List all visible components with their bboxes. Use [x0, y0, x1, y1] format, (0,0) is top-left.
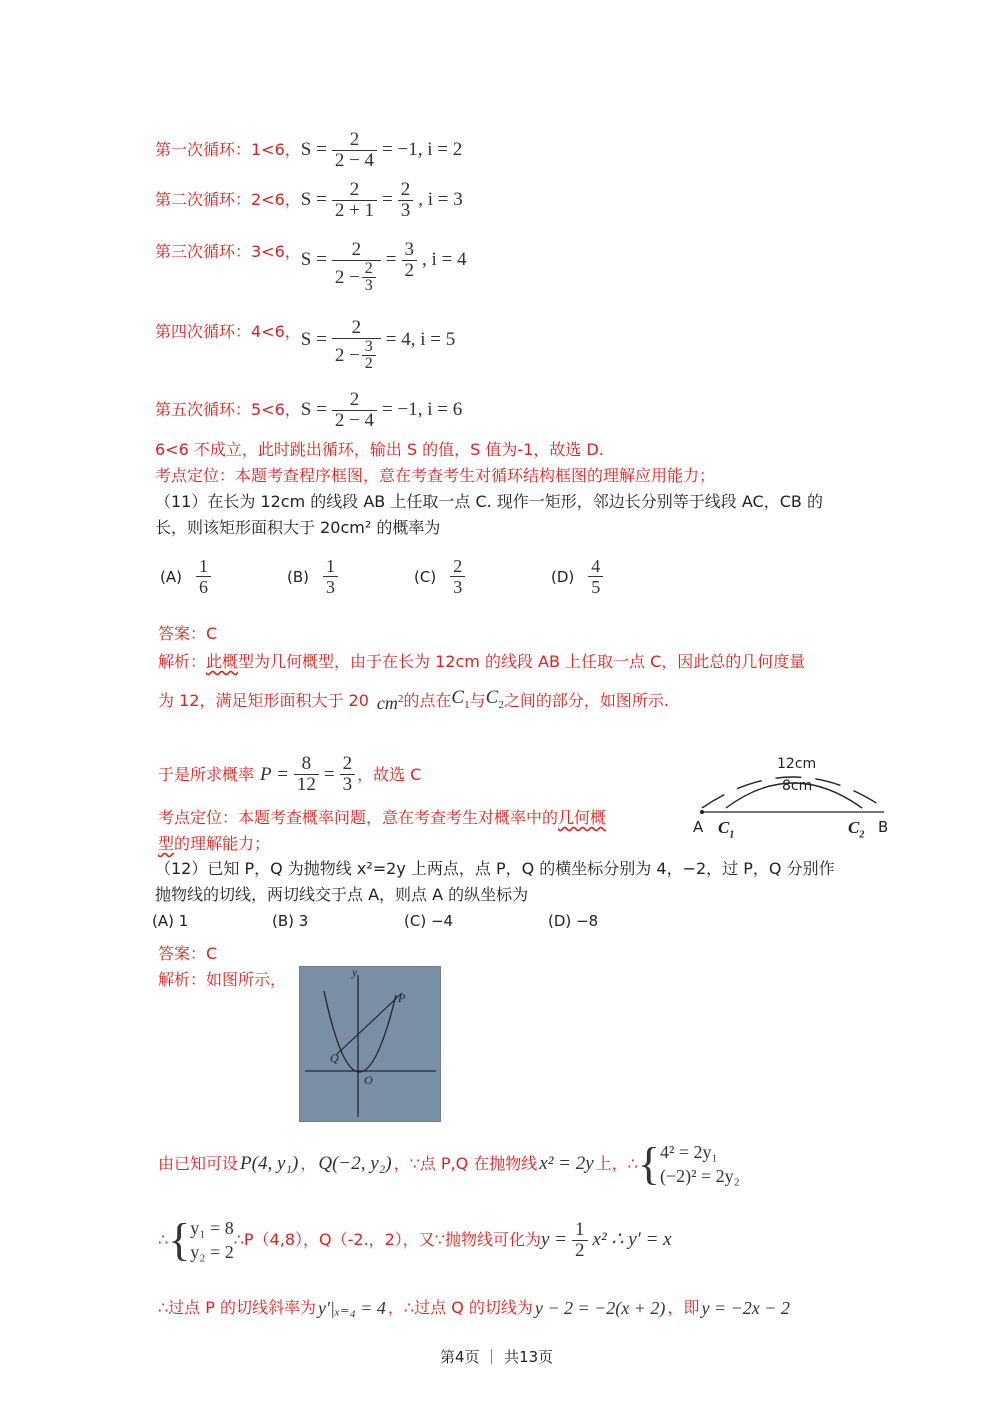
denominator-main: 2 −: [334, 266, 360, 288]
label-c2: [848, 818, 864, 840]
option-label: (C): [414, 567, 437, 586]
fraction: [332, 180, 377, 221]
complex-fraction: [332, 240, 381, 294]
denominator: 2: [402, 260, 418, 281]
probability-choice: ，故选 C: [357, 764, 422, 784]
y-symbol: y =: [541, 1229, 568, 1250]
s-symbol: S =: [300, 329, 327, 350]
parabola-figure: [299, 966, 441, 1122]
loop-result: = −1, i = 6: [382, 399, 463, 420]
fraction: [402, 240, 418, 281]
loop-2-formula: [301, 180, 463, 221]
q11-analysis-2: [158, 688, 669, 715]
denominator: 3: [362, 277, 376, 294]
point-underlined: 型: [158, 834, 175, 853]
loop-result: = 4, i = 5: [385, 329, 456, 350]
denominator: 5: [588, 576, 603, 597]
point-text: 的理解能力；: [174, 834, 271, 853]
analysis-text: 的点在: [403, 691, 452, 711]
loop-5: [155, 390, 462, 430]
line-text: ，∴过点 Q 的切线为: [387, 1298, 533, 1317]
q11-option-c: [414, 556, 467, 597]
c2-subscript: 2: [498, 698, 504, 711]
loop-1-formula: [301, 130, 462, 171]
loop-3-label: 第三次循环：3<6，: [155, 242, 301, 261]
s-symbol: S =: [300, 139, 327, 160]
label-y: y: [352, 965, 358, 979]
line-text: 上，∴: [595, 1154, 638, 1173]
parabola-diagram: [300, 967, 440, 1121]
option-label: (D): [551, 567, 575, 586]
system-eq-2: y₂ = 2: [190, 1242, 234, 1262]
q12-stem-1: （12）已知 P，Q 为抛物线 x²=2y 上两点，点 P，Q 的横坐标分别为 4，−2，过 P，Q 分别作: [155, 859, 835, 878]
numerator: 2: [351, 317, 362, 338]
c2-letter: C: [848, 818, 860, 837]
q11-probability: [158, 754, 421, 795]
page-footer: 第4页 ｜ 共13页: [440, 1348, 554, 1366]
loop-1-label: 第一次循环：1<6，: [155, 140, 301, 159]
inner-fraction: [362, 261, 376, 294]
q12-analysis: 解析：如图所示，: [158, 970, 287, 989]
analysis-text: 之间的部分，如图所示.: [503, 691, 669, 711]
tangent-q-simplified: y = −2x − 2: [701, 1298, 790, 1318]
denominator: 2: [572, 1240, 588, 1261]
tangent-line: [336, 993, 402, 1055]
point-q-coord: Q(−2, y₂): [318, 1153, 392, 1174]
numerator: 2: [349, 388, 360, 410]
segment-figure: [688, 748, 898, 848]
label-c1: [718, 818, 734, 840]
slope-at-p: y′|ₓ₌₄ = 4: [318, 1298, 386, 1318]
denominator: 2 − 4: [332, 410, 377, 431]
q12-answer: 答案：C: [158, 944, 218, 963]
system-eq-1: y₁ = 8: [190, 1218, 234, 1238]
numerator: 4: [591, 556, 601, 576]
numerator: 3: [404, 239, 415, 260]
q12-line-1: [158, 1134, 740, 1194]
equals: =: [385, 249, 397, 270]
unit-cm: [377, 689, 404, 713]
line-text: ，即: [667, 1298, 700, 1317]
analysis-prefix: 解析：: [158, 652, 207, 671]
label-o: O: [364, 1073, 373, 1087]
parabola-equation: x² = 2y: [539, 1153, 594, 1174]
c1-subscript: 1: [729, 829, 735, 841]
denominator: 3: [323, 576, 338, 597]
fraction: [332, 130, 377, 171]
numerator: 2: [351, 239, 362, 260]
fraction: [398, 180, 414, 221]
loop-1: [155, 130, 462, 170]
loop-4-label: 第四次循环：4<6，: [155, 322, 301, 341]
q10-conclusion: 6<6 不成立，此时跳出循环，输出 S 的值，S 值为-1，故选 D.: [155, 440, 604, 459]
denominator: 2 + 1: [332, 200, 377, 221]
analysis-text: 型为几何概型，由于在长为 12cm 的线段 AB 上任取一点 C，因此总的几何度量: [238, 652, 806, 671]
numerator: 2: [453, 556, 463, 576]
fraction: [332, 390, 377, 431]
numerator: 2: [400, 178, 411, 200]
loop-result: = −1, i = 2: [382, 139, 463, 160]
fraction: [340, 754, 356, 795]
q12-option-d: (D) −8: [548, 912, 599, 930]
denominator: [332, 338, 381, 372]
system-brace: {: [637, 1138, 660, 1189]
option-fraction: [196, 556, 211, 597]
numerator: 1: [198, 556, 208, 576]
denominator-main: 2 −: [334, 344, 360, 366]
unit: cm: [376, 693, 398, 714]
q12-option-b: (B) 3: [272, 912, 309, 930]
parabola-rewrite: [541, 1220, 672, 1261]
q11-option-a: [160, 556, 213, 597]
denominator: 3: [450, 576, 465, 597]
s-symbol: S =: [300, 189, 327, 210]
numerator: 1: [326, 556, 335, 576]
line-text: 由已知可设: [158, 1154, 239, 1173]
numerator: 2: [349, 178, 360, 200]
system-1: [660, 1140, 740, 1188]
equals: =: [382, 189, 393, 210]
inner-fraction: [362, 339, 376, 372]
q11-answer: 答案：C: [158, 624, 218, 643]
loop-3-formula: [301, 240, 467, 294]
q11-stem-2: 长，则该矩形面积大于 20cm² 的概率为: [155, 518, 441, 537]
probability-formula: [260, 754, 357, 795]
q12-option-c: (C) −4: [404, 912, 454, 930]
loop-4: [155, 310, 455, 380]
loop-5-label: 第五次循环：5<6，: [155, 400, 301, 419]
p-symbol: P =: [260, 763, 289, 785]
q10-point: 考点定位：本题考查程序框图，意在考查考生对循环结构框图的理解应用能力；: [155, 466, 716, 485]
numerator: 2: [364, 260, 373, 277]
q12-stem-2: 抛物线的切线，两切线交于点 A，则点 A 的纵坐标为: [155, 885, 529, 904]
q11-stem-1: （11）在长为 12cm 的线段 AB 上任取一点 C. 现作一矩形，邻边长分别等于线段 AC，CB 的: [155, 492, 823, 511]
denominator: [332, 260, 381, 294]
label-q: Q: [330, 1051, 339, 1065]
label-8cm: 8cm: [782, 778, 813, 794]
c1-letter: C: [451, 687, 465, 708]
loop-2-label: 第二次循环：2<6，: [155, 190, 301, 209]
q12-line-3: [158, 1294, 792, 1322]
system-eq-2: (−2)² = 2y₂: [659, 1166, 740, 1186]
point-a: [700, 810, 704, 814]
line-text: ，∵点 P,Q 在抛物线: [393, 1154, 538, 1173]
loop-3: [155, 232, 467, 302]
q11-option-b: [287, 556, 340, 597]
line-text: ∴P（4,8），Q（-2.，2），又∵抛物线可化为: [233, 1230, 541, 1249]
q11-options: [160, 556, 660, 604]
q12-line-2: [158, 1210, 672, 1270]
c2-subscript: 2: [859, 829, 865, 841]
c2-letter: C: [485, 687, 499, 708]
derivative: x² ∴ y′ = x: [592, 1229, 672, 1250]
numerator: 2: [349, 128, 360, 150]
system-brace: {: [168, 1214, 191, 1265]
system-2: [190, 1216, 233, 1264]
numerator: 2: [342, 753, 353, 774]
unit-exponent: 2: [397, 693, 404, 706]
c1-letter: C: [718, 818, 730, 837]
c1-subscript: 1: [464, 698, 470, 711]
conjunction: 与: [469, 691, 486, 711]
loop-2: [155, 180, 463, 220]
loop-4-formula: [301, 318, 455, 372]
q11-point-1: [158, 808, 606, 828]
fraction: [294, 754, 319, 795]
separator: ，: [300, 1154, 317, 1173]
option-label: (B): [287, 567, 309, 586]
q11-analysis-1: [158, 652, 805, 672]
point-text: 考点定位：本题考查概率问题，意在考查考生对概率中的: [158, 808, 559, 827]
fraction: [572, 1220, 588, 1261]
denominator: 6: [196, 576, 211, 597]
s-symbol: S =: [300, 399, 327, 420]
therefore-symbol: ∴: [158, 1230, 169, 1249]
probability-label: 于是所求概率: [158, 764, 255, 784]
label-b: B: [878, 818, 889, 836]
tangent-q: y − 2 = −2(x + 2): [534, 1298, 666, 1318]
option-fraction: [450, 556, 465, 597]
q11-point-2: [158, 834, 270, 854]
denominator: 3: [398, 200, 414, 221]
analysis-underlined: 此概: [206, 652, 239, 671]
label-p: P: [398, 991, 406, 1005]
numerator: 8: [301, 753, 312, 774]
line-text: ∴过点 P 的切线斜率为: [158, 1298, 317, 1317]
c2-symbol: [486, 688, 504, 715]
q12-option-a: (A) 1: [152, 912, 189, 930]
option-fraction: [323, 556, 338, 597]
complex-fraction: [332, 318, 381, 372]
label-12cm: 12cm: [777, 756, 817, 772]
point-underlined: 几何概: [558, 808, 607, 827]
analysis-text: 为 12，满足矩形面积大于 20: [158, 691, 369, 711]
numerator: 3: [364, 338, 373, 355]
loop-5-formula: [301, 390, 462, 431]
s-symbol: S =: [300, 249, 327, 270]
label-a: A: [693, 818, 704, 836]
loop-result: , i = 4: [422, 249, 467, 270]
system-eq-1: 4² = 2y₁: [659, 1142, 718, 1162]
loop-result: , i = 3: [418, 189, 463, 210]
option-fraction: [588, 556, 603, 597]
q11-option-d: [551, 556, 605, 597]
denominator: 2: [362, 355, 376, 372]
point-p-coord: P(4, y₁): [240, 1153, 299, 1174]
denominator: 3: [340, 774, 356, 795]
numerator: 1: [575, 1218, 585, 1240]
equals: =: [323, 763, 335, 785]
denominator: 2 − 4: [332, 150, 377, 171]
denominator: 12: [294, 774, 319, 795]
option-label: (A): [160, 567, 182, 586]
c1-symbol: [451, 688, 469, 715]
